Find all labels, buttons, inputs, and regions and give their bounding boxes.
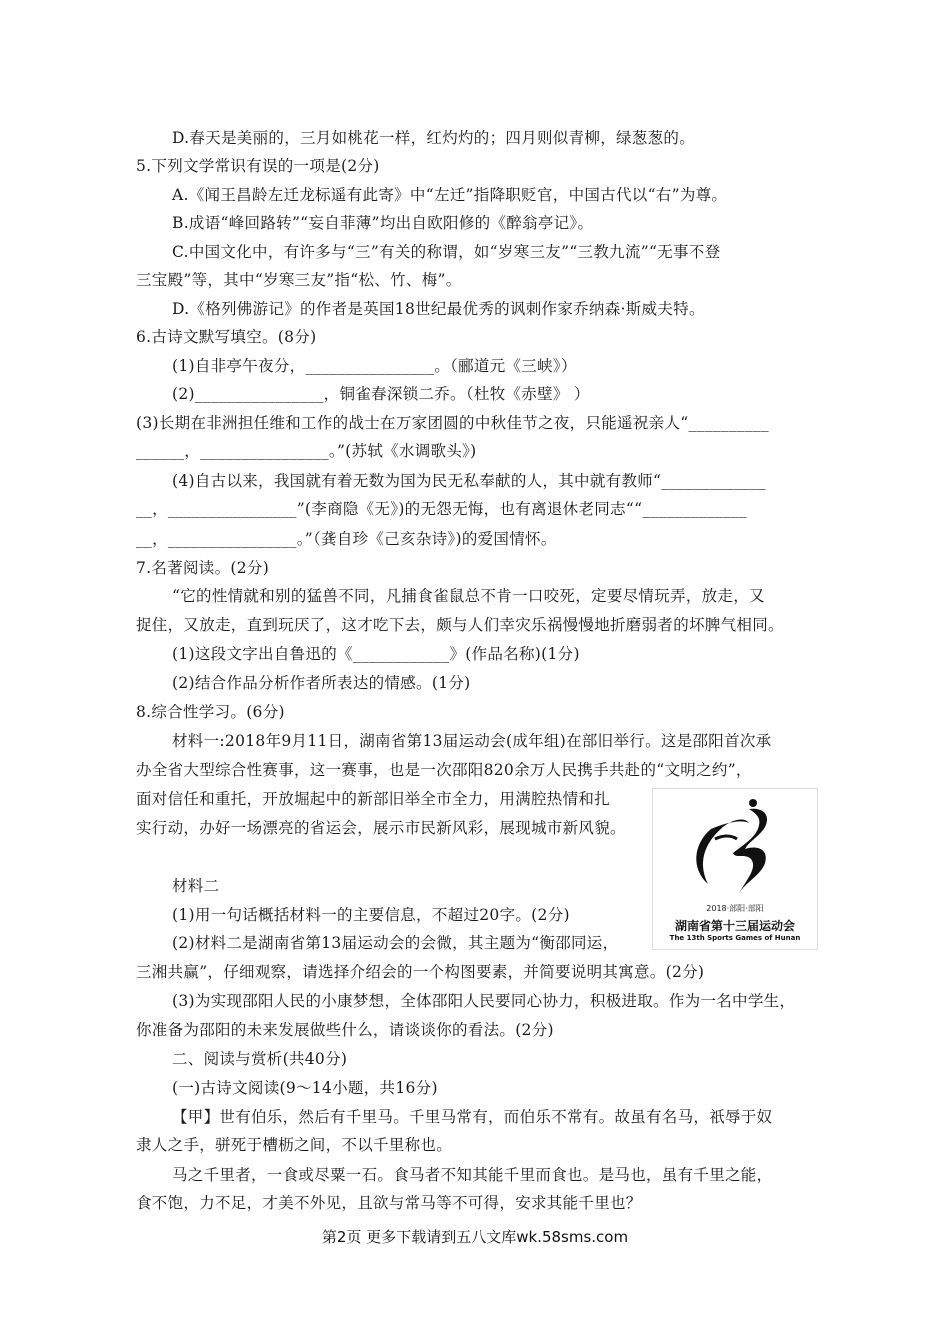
blank-2: (2)________________，铜雀春深锁二乔。（杜牧《赤壁》 ） <box>172 385 590 403</box>
question-7: 7.名著阅读。(2分) <box>136 559 270 577</box>
emblem-small-text: 2018·部阳·部阳 <box>706 904 764 913</box>
subsection-1-heading: (一)古诗文阅读(9～14小题，共16分) <box>172 1079 438 1097</box>
question-5: 5.下列文学常识有误的一项是(2分) <box>136 157 380 175</box>
passage-jia-line-4: 食不饱，力不足，才美不外见，且欲与常马等不可得，安求其能千里也？ <box>136 1194 642 1212</box>
material-1-line-2: 办全省大型综合性赛事，这一赛事，也是一次邵阳820余万人民携手共赴的“文明之约”， <box>136 761 752 779</box>
option-a: A.《闻王昌龄左迁龙标遥有此寄》中“左迁”指降职贬官，中国古代以“右”为尊。 <box>172 186 728 204</box>
material-1-line-1: 材料一:2018年9月11日，湖南省第13届运动会(成年组)在部旧举行。这是邵阳首次承 <box>172 732 772 750</box>
blank-1: (1)自非亭午夜分，________________。（郦道元《三峡》） <box>172 357 577 375</box>
option-b: B.成语“峰回路转”“妄自菲薄”均出自欧阳修的《醉翁亭记》。 <box>172 214 594 232</box>
material-1-line-3: 面对信任和重托，开放堀起中的新部旧举全市全力，用满腔热情和扎 <box>136 790 611 808</box>
option-d: D.《格列佛游记》的作者是英国18世纪最优秀的讽刺作家乔纳森·斯威夫特。 <box>172 300 705 318</box>
blank-4: (4)自古以来，我国就有着无数为国为民无私奉献的人，其中就有教师“_____________ <box>172 472 766 490</box>
material-2-label: 材料二 <box>172 877 220 895</box>
question-8-1: (1)用一句话概括材料一的主要信息，不超过20字。(2分) <box>172 906 570 924</box>
blank-3-cont: ______，________________。”(苏轼《水调歌头》) <box>136 442 477 460</box>
emblem-graphic <box>653 789 817 901</box>
option-5-d-prev: D.春天是美丽的，三月如桃花一样，红灼灼的；四月则似青柳，绿葱葱的。 <box>172 129 696 147</box>
question-6: 6.古诗文默写填空。(8分) <box>136 328 317 346</box>
question-7-1: (1)这段文字出自鲁迅的《____________》(作品名称)(1分) <box>172 645 580 663</box>
question-7-2: (2)结合作品分析作者所表达的情感。(1分) <box>172 674 471 692</box>
section-2-heading: 二、阅读与赏析(共40分) <box>172 1050 348 1068</box>
question-8-3-cont: 你准备为邵阳的未来发展做些什么，请谈谈你的看法。(2分) <box>136 1021 554 1039</box>
blank-4-cont2: __，________________。”（龚自珍《己亥杂诗》)的爱国情怀。 <box>136 530 557 548</box>
page-footer: 第2页 更多下载请到五八文库wk.58sms.com <box>321 1228 629 1246</box>
passage-jia-line-3: 马之千里者，一食或尽粟一石。食马者不知其能千里而食也。是马也，虽有千里之能， <box>172 1166 773 1184</box>
question-8-2-cont: 三湘共赢”，仔细观察，请选择介绍会的一个构图要素，并简要说明其寓意。(2分) <box>136 963 705 981</box>
option-c: C.中国文化中，有许多与“三”有关的称谓，如“岁寒三友”“三教九流”“无事不登 <box>172 243 721 261</box>
passage-jia-line-1: 【甲】世有伯乐，然后有千里马。千里马常有，而伯乐不常有。故虽有名马，祇辱于奴 <box>172 1108 773 1126</box>
emblem-title: 湖南省第十三届运动会 <box>674 919 795 933</box>
question-8-2: (2)材料二是湖南省第13届运动会的会微，其主题为“衡邵同运， <box>172 934 619 952</box>
passage-jia-line-2: 隶人之手，骈死于槽枥之间，不以千里称也。 <box>136 1136 453 1154</box>
quote-line-1: “它的性情就和别的猛兽不同，凡捕食雀鼠总不肯一口咬死，定要尽情玩弄，放走，又 <box>172 587 765 605</box>
games-emblem <box>652 788 818 950</box>
material-1-line-4: 实行动，办好一场漂亮的省运会，展示市民新风彩，展现城市新风貌。 <box>136 819 626 837</box>
blank-3: (3)长期在非洲担任维和工作的战士在万家团圆的中秋佳节之夜，只能遥祝亲人“__________ <box>136 414 769 432</box>
question-8: 8.综合性学习。(6分) <box>136 703 285 721</box>
option-c-cont: 三宝殿”等，其中“岁寒三友”指“松、竹、梅”。 <box>136 271 462 289</box>
question-8-3: (3)为实现邵阳人民的小康梦想，全体邵阳人民要同心协力，积极进取。作为一名中学生， <box>172 992 796 1010</box>
blank-4-cont: __，________________”(李商隐《无》)的无怨无悔，也有离退休老同志““_____________ <box>136 500 747 518</box>
quote-line-2: 捉住，又放走，直到玩厌了，这才吃下去，颇与人们幸灾乐祸慢慢地折磨弱者的坏脾气相同。 <box>136 616 784 634</box>
emblem-subtitle: The 13th Sports Games of Hunan <box>669 934 801 942</box>
